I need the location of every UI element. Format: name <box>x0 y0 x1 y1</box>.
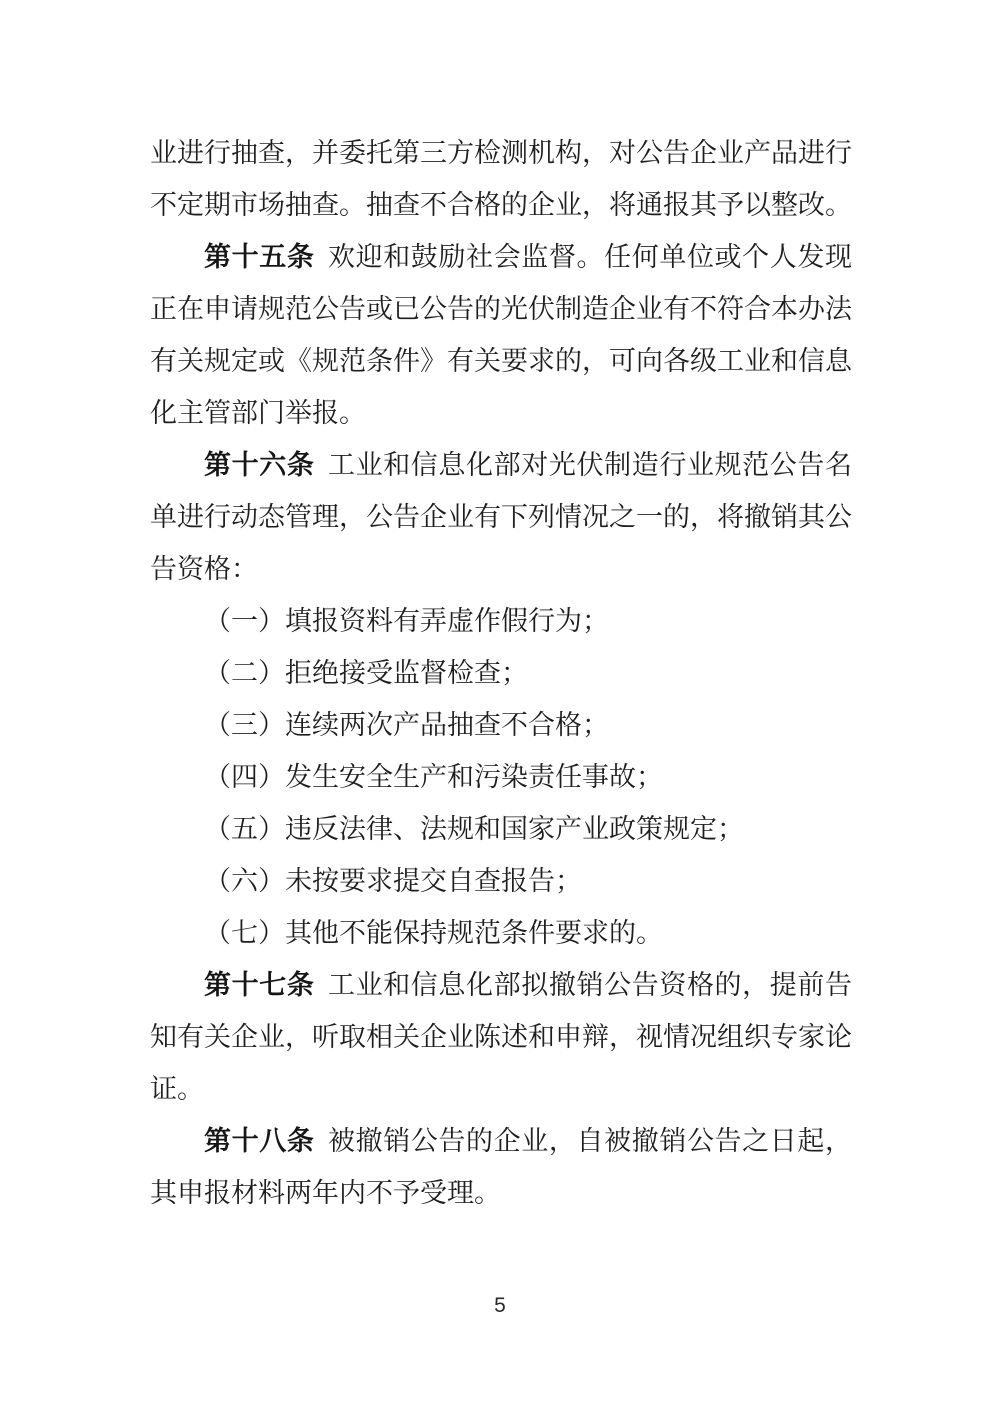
list-item-text: （二）拒绝接受监督检查； <box>204 658 528 688</box>
page-number: 5 <box>494 1294 506 1317</box>
article-number: 第十八条 <box>204 1126 315 1156</box>
article-number: 第十六条 <box>204 450 315 480</box>
list-item-text: （一）填报资料有弄虚作假行为； <box>204 606 609 636</box>
paragraph-text: 工业和信息化部对光伏制造行业规范公告名单进行动态管理，公告企业有下列情况之一的，将撤销其公告资格： <box>150 450 853 584</box>
list-item-text: （七）其他不能保持规范条件要求的。 <box>204 918 663 948</box>
list-item-4 <box>150 751 852 803</box>
list-item-text: （六）未按要求提交自查报告； <box>204 866 582 896</box>
paragraph-text: 工业和信息化部拟撤销公告资格的，提前告知有关企业，听取相关企业陈述和申辩，视情况组织专家论证。 <box>150 970 853 1104</box>
paragraph-article-18 <box>150 1115 852 1219</box>
list-item-1 <box>150 595 852 647</box>
paragraph-article-15 <box>150 231 852 439</box>
list-item-2 <box>150 647 852 699</box>
list-item-6 <box>150 855 852 907</box>
list-item-7 <box>150 907 852 959</box>
list-item-text: （四）发生安全生产和污染责任事故； <box>204 762 663 792</box>
paragraph-article-16 <box>150 439 852 595</box>
paragraph-continuation <box>150 127 852 231</box>
article-number: 第十七条 <box>204 970 315 1000</box>
article-number: 第十五条 <box>204 242 315 272</box>
paragraph-text: 被撤销公告的企业，自被撤销公告之日起，其申报材料两年内不予受理。 <box>150 1126 853 1208</box>
list-item-3 <box>150 699 852 751</box>
list-item-5 <box>150 803 852 855</box>
paragraph-article-17 <box>150 959 852 1115</box>
list-item-text: （三）连续两次产品抽查不合格； <box>204 710 609 740</box>
document-body <box>150 127 852 1219</box>
list-item-text: （五）违反法律、法规和国家产业政策规定； <box>204 814 744 844</box>
paragraph-text: 欢迎和鼓励社会监督。任何单位或个人发现正在申请规范公告或已公告的光伏制造企业有不符合本办法有关规定或《规范条件》有关要求的，可向各级工业和信息化主管部门举报。 <box>150 242 853 428</box>
paragraph-text: 业进行抽查，并委托第三方检测机构，对公告企业产品进行不定期市场抽查。抽查不合格的企业，将通报其予以整改。 <box>150 138 852 220</box>
